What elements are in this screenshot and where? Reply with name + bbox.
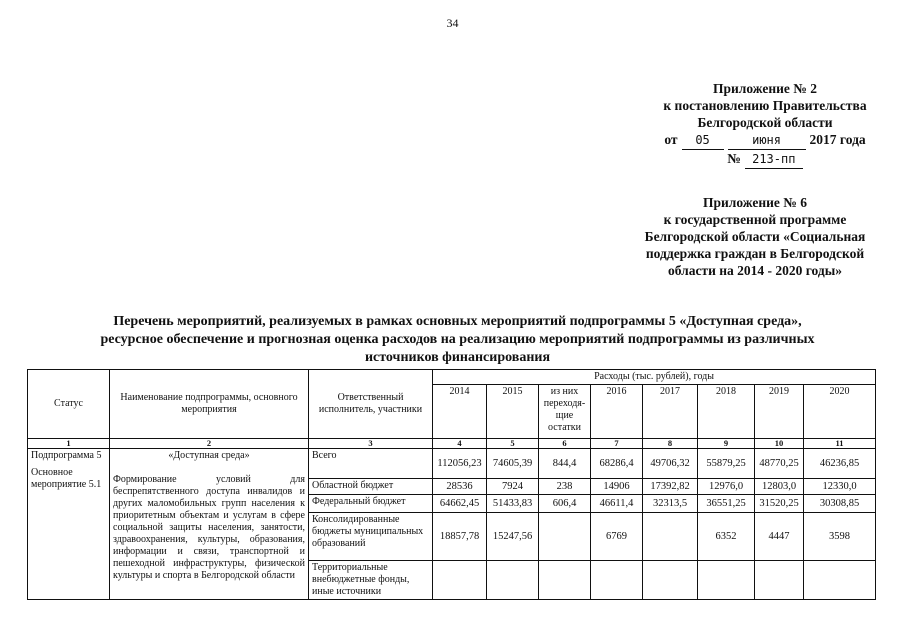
appendix-2-title: Приложение № 2 — [713, 81, 817, 96]
measure-cell — [110, 449, 309, 600]
value-cell: 51433,83 — [487, 495, 539, 513]
value-cell — [804, 561, 876, 600]
value-cell: 6769 — [591, 513, 643, 561]
column-number: 8 — [643, 439, 698, 449]
appendix-6-title: Приложение № 6 — [703, 195, 807, 210]
header-year-2018: 2018 — [698, 385, 755, 439]
appendix-6-line2: к государственной программе — [663, 212, 847, 227]
value-cell — [539, 513, 591, 561]
value-cell: 12976,0 — [698, 479, 755, 495]
header-year-2015: 2015 — [487, 385, 539, 439]
document-title — [40, 313, 875, 367]
column-number: 2 — [110, 439, 309, 449]
value-cell: 238 — [539, 479, 591, 495]
document-title-line1: Перечень мероприятий, реализуемых в рамках основных мероприятий подпрограммы 5 «Доступная среда», — [113, 314, 802, 329]
value-cell: 15247,56 — [487, 513, 539, 561]
value-cell — [643, 561, 698, 600]
measure-subprogram-name: «Доступная среда» — [168, 450, 250, 461]
value-cell: 4447 — [755, 513, 804, 561]
appendix-6-line3: Белгородской области «Социальная — [644, 229, 866, 244]
status-main-measure: Основное мероприятие 5.1 — [31, 467, 102, 490]
value-cell: 844,4 — [539, 449, 591, 479]
value-cell: 12330,0 — [804, 479, 876, 495]
source-total: Всего — [309, 449, 433, 479]
value-cell — [643, 513, 698, 561]
column-number: 1 — [28, 439, 110, 449]
value-cell: 32313,5 — [643, 495, 698, 513]
value-cell: 28536 — [433, 479, 487, 495]
appendix-2-line2: к постановлению Правительства — [663, 98, 867, 113]
header-name: Наименование подпрограммы, основного мероприятия — [110, 370, 309, 439]
status-subprogram: Подпрограмма 5 — [31, 450, 102, 461]
column-number: 3 — [309, 439, 433, 449]
value-cell: 31520,25 — [755, 495, 804, 513]
appendix-2-line3: Белгородской области — [697, 115, 833, 130]
header-carry-over: из них переходя-щие остатки — [539, 385, 591, 439]
status-cell — [28, 449, 110, 600]
appendix-2-block — [630, 80, 900, 169]
source-federal-budget: Федеральный бюджет — [309, 495, 433, 513]
value-cell: 36551,25 — [698, 495, 755, 513]
appendix-6-block — [605, 194, 905, 279]
value-cell: 12803,0 — [755, 479, 804, 495]
value-cell: 3598 — [804, 513, 876, 561]
value-cell: 18857,78 — [433, 513, 487, 561]
header-status: Статус — [28, 370, 110, 439]
value-cell: 74605,39 — [487, 449, 539, 479]
column-number: 11 — [804, 439, 876, 449]
appendix-2-date — [630, 131, 900, 150]
header-year-2017: 2017 — [643, 385, 698, 439]
value-cell: 49706,32 — [643, 449, 698, 479]
value-cell — [698, 561, 755, 600]
value-cell: 7924 — [487, 479, 539, 495]
value-cell: 46611,4 — [591, 495, 643, 513]
appendix-6-line5: области на 2014 - 2020 годы» — [667, 263, 843, 278]
value-cell: 48770,25 — [755, 449, 804, 479]
column-number: 10 — [755, 439, 804, 449]
measure-main-name: Формирование условий для беспрепятственного доступа инвалидов и других маломобильных групп населения к приоритетным объектам и услугам в сфере социальной защиты населения, занятости, здравоохранения, культуры, образования, информации и связи, транспортной и пешеходной инфраструктуры, физической культуры и спорта в Белгородской области — [113, 474, 305, 581]
date-prefix: от — [664, 132, 678, 147]
column-number: 9 — [698, 439, 755, 449]
value-cell: 46236,85 — [804, 449, 876, 479]
date-year: 2017 года — [809, 132, 866, 147]
expenses-table — [27, 369, 876, 600]
appendix-2-number — [630, 150, 900, 169]
source-regional-budget: Областной бюджет — [309, 479, 433, 495]
source-municipal-budgets: Консолидированные бюджеты муниципальных образований — [309, 513, 433, 561]
date-month: июня — [728, 132, 806, 150]
source-extrabudgetary-funds: Территориальные внебюджетные фонды, иные источники — [309, 561, 433, 600]
number-prefix: № — [727, 151, 741, 166]
value-cell — [433, 561, 487, 600]
header-expenses: Расходы (тыс. рублей), годы — [433, 370, 876, 385]
value-cell — [487, 561, 539, 600]
date-day: 05 — [682, 132, 724, 150]
value-cell: 6352 — [698, 513, 755, 561]
value-cell: 68286,4 — [591, 449, 643, 479]
header-year-2014: 2014 — [433, 385, 487, 439]
appendix-6-line4: поддержка граждан в Белгородской — [645, 246, 865, 261]
value-cell: 55879,25 — [698, 449, 755, 479]
value-cell: 17392,82 — [643, 479, 698, 495]
column-number: 7 — [591, 439, 643, 449]
value-cell: 606,4 — [539, 495, 591, 513]
document-title-line3: источников финансирования — [364, 350, 551, 365]
value-cell — [591, 561, 643, 600]
header-year-2020: 2020 — [804, 385, 876, 439]
value-cell: 64662,45 — [433, 495, 487, 513]
header-year-2019: 2019 — [755, 385, 804, 439]
header-year-2016: 2016 — [591, 385, 643, 439]
value-cell — [755, 561, 804, 600]
value-cell: 30308,85 — [804, 495, 876, 513]
number-value: 213-пп — [745, 151, 803, 169]
column-number: 6 — [539, 439, 591, 449]
column-number: 4 — [433, 439, 487, 449]
page-number: 34 — [446, 16, 459, 30]
value-cell: 14906 — [591, 479, 643, 495]
column-number: 5 — [487, 439, 539, 449]
document-title-line2: ресурсное обеспечение и прогнозная оценка расходов на реализацию мероприятий подпрограммы из различных — [100, 332, 815, 347]
value-cell: 112056,23 — [433, 449, 487, 479]
value-cell — [539, 561, 591, 600]
header-responsible: Ответственный исполнитель, участники — [309, 370, 433, 439]
